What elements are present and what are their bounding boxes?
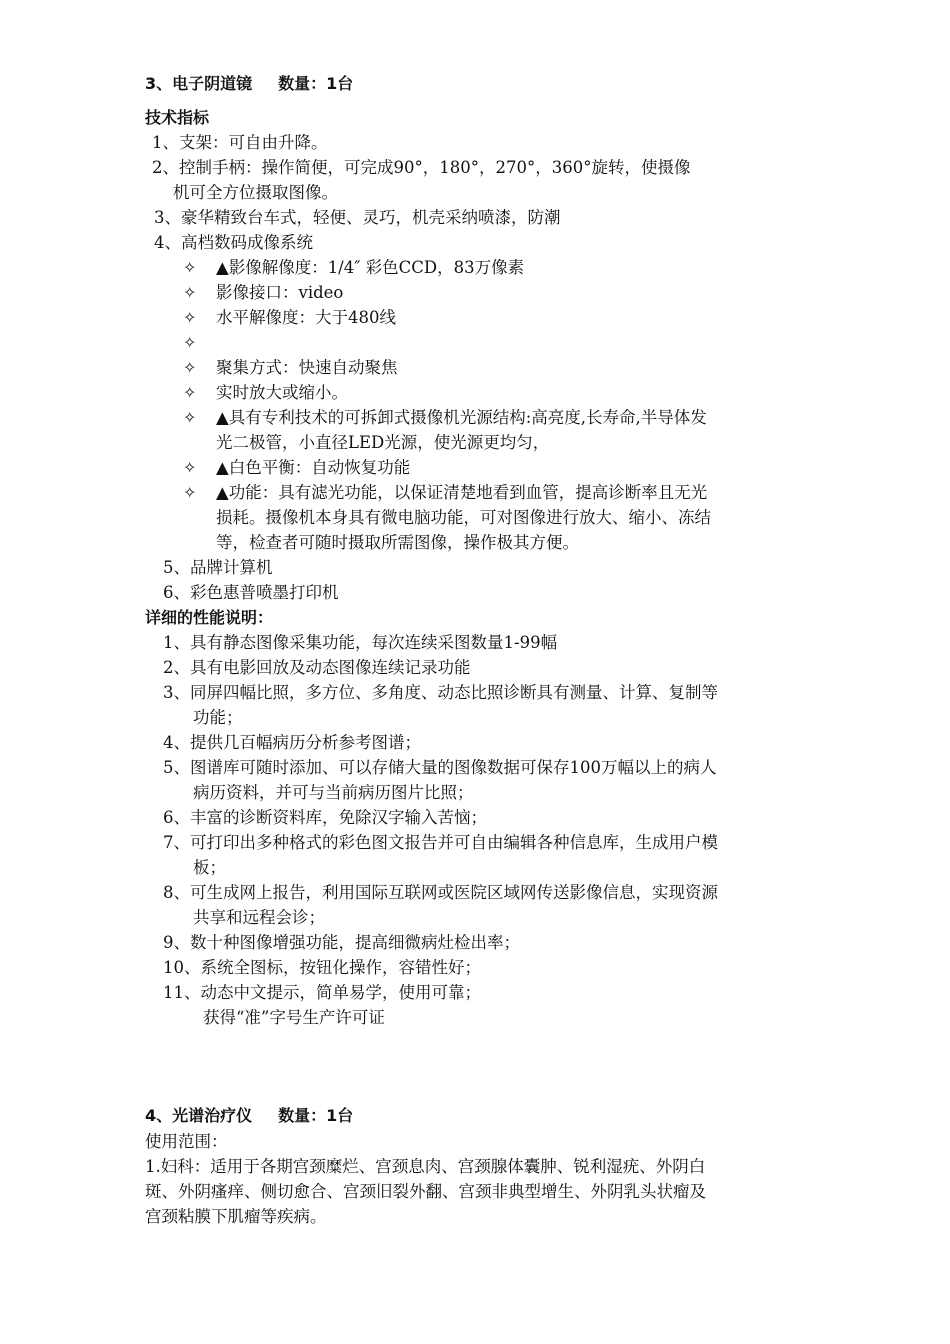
perf-item: 7、可打印出多种格式的彩色图文报告并可自由编辑各种信息库，生成用户模 bbox=[163, 833, 718, 852]
perf-item: 4、提供几百幅病历分析参考图谱； bbox=[163, 733, 421, 752]
section3-quantity: 数量：1台 bbox=[278, 74, 354, 93]
perf-item: 8、可生成网上报告，利用国际互联网或医院区域网传送影像信息，实现资源 bbox=[163, 883, 718, 902]
perf-item-continued: 共享和远程会诊； bbox=[193, 908, 325, 927]
bullet-text: ▲影像解像度：1/4″ 彩色CCD，83万像素 bbox=[216, 258, 525, 277]
spec-item: 1、支架：可自由升降。 bbox=[152, 133, 328, 152]
diamond-bullet-icon: ✧ bbox=[183, 283, 197, 302]
diamond-bullet-icon: ✧ bbox=[183, 383, 197, 402]
perf-item-continued: 功能； bbox=[193, 708, 243, 727]
perf-item: 6、丰富的诊断资料库，免除汉字输入苦恼； bbox=[163, 808, 487, 827]
perf-item: 5、图谱库可随时添加、可以存储大量的图像数据可保存100万幅以上的病人 bbox=[163, 758, 717, 777]
diamond-bullet-icon: ✧ bbox=[183, 458, 197, 477]
bullet-text: 聚集方式：快速自动聚焦 bbox=[216, 358, 398, 377]
diamond-bullet-icon: ✧ bbox=[183, 333, 197, 352]
scope-line: 斑、外阴瘙痒、侧切愈合、宫颈旧裂外翻、宫颈非典型增生、外阴乳头状瘤及 bbox=[145, 1182, 706, 1201]
perf-item: 10、系统全图标，按钮化操作，容错性好； bbox=[163, 958, 481, 977]
bullet-text-continued: 光二极管，小直径LED光源，使光源更均匀， bbox=[216, 433, 550, 452]
scope-line: 1.妇科：适用于各期宫颈糜烂、宫颈息肉、宫颈腺体囊肿、锐利湿疣、外阴白 bbox=[145, 1157, 706, 1176]
scope-heading: 使用范围： bbox=[145, 1132, 228, 1151]
spec-item: 6、彩色惠普喷墨打印机 bbox=[163, 583, 339, 602]
bullet-text-continued: 等，检查者可随时摄取所需图像，操作极其方便。 bbox=[216, 533, 579, 552]
perf-item: 11、动态中文提示，简单易学，使用可靠； bbox=[163, 983, 481, 1002]
scope-line: 宫颈粘膜下肌瘤等疾病。 bbox=[145, 1207, 327, 1226]
bullet-text: ▲具有专利技术的可拆卸式摄像机光源结构:高亮度,长寿命,半导体发 bbox=[216, 408, 707, 427]
diamond-bullet-icon: ✧ bbox=[183, 308, 197, 327]
bullet-text: 水平解像度：大于480线 bbox=[216, 308, 396, 327]
diamond-bullet-icon: ✧ bbox=[183, 258, 197, 277]
perf-heading: 详细的性能说明： bbox=[145, 608, 274, 627]
diamond-bullet-icon: ✧ bbox=[183, 408, 197, 427]
bullet-text: 影像接口：video bbox=[216, 283, 344, 302]
spec-item: 3、豪华精致台车式，轻便、灵巧，机壳采纳喷漆，防潮 bbox=[154, 208, 561, 227]
tech-heading: 技术指标 bbox=[145, 108, 210, 127]
section4-title bbox=[145, 1104, 353, 1128]
spec-item: 2、控制手柄：操作简便，可完成90°，180°，270°，360°旋转，使摄像 bbox=[152, 158, 691, 177]
spec-item: 5、品牌计算机 bbox=[163, 558, 273, 577]
section3-name: 3、电子阴道镜 bbox=[145, 74, 253, 93]
spec-item-continued: 机可全方位摄取图像。 bbox=[173, 183, 338, 202]
license-note: 获得“准”字号生产许可证 bbox=[203, 1008, 385, 1027]
perf-item: 2、具有电影回放及动态图像连续记录功能 bbox=[163, 658, 471, 677]
section4-quantity: 数量：1台 bbox=[278, 1106, 354, 1125]
bullet-text-continued: 损耗。摄像机本身具有微电脑功能，可对图像进行放大、缩小、冻结 bbox=[216, 508, 711, 527]
bullet-text: ▲功能：具有滤光功能，以保证清楚地看到血管，提高诊断率且无光 bbox=[216, 483, 708, 502]
perf-item: 1、具有静态图像采集功能，每次连续采图数量1-99幅 bbox=[163, 633, 558, 652]
spec-item: 4、高档数码成像系统 bbox=[154, 233, 313, 252]
perf-item-continued: 病历资料，并可与当前病历图片比照； bbox=[193, 783, 474, 802]
perf-item: 9、数十种图像增强功能，提高细微病灶检出率； bbox=[163, 933, 520, 952]
bullet-text: ▲白色平衡：自动恢复功能 bbox=[216, 458, 411, 477]
perf-item-continued: 板； bbox=[193, 858, 226, 877]
diamond-bullet-icon: ✧ bbox=[183, 483, 197, 502]
bullet-text: 实时放大或缩小。 bbox=[216, 383, 348, 402]
diamond-bullet-icon: ✧ bbox=[183, 358, 197, 377]
perf-item: 3、同屏四幅比照，多方位、多角度、动态比照诊断具有测量、计算、复制等 bbox=[163, 683, 718, 702]
section3-title bbox=[145, 72, 353, 96]
section4-name: 4、光谱治疗仪 bbox=[145, 1106, 253, 1125]
